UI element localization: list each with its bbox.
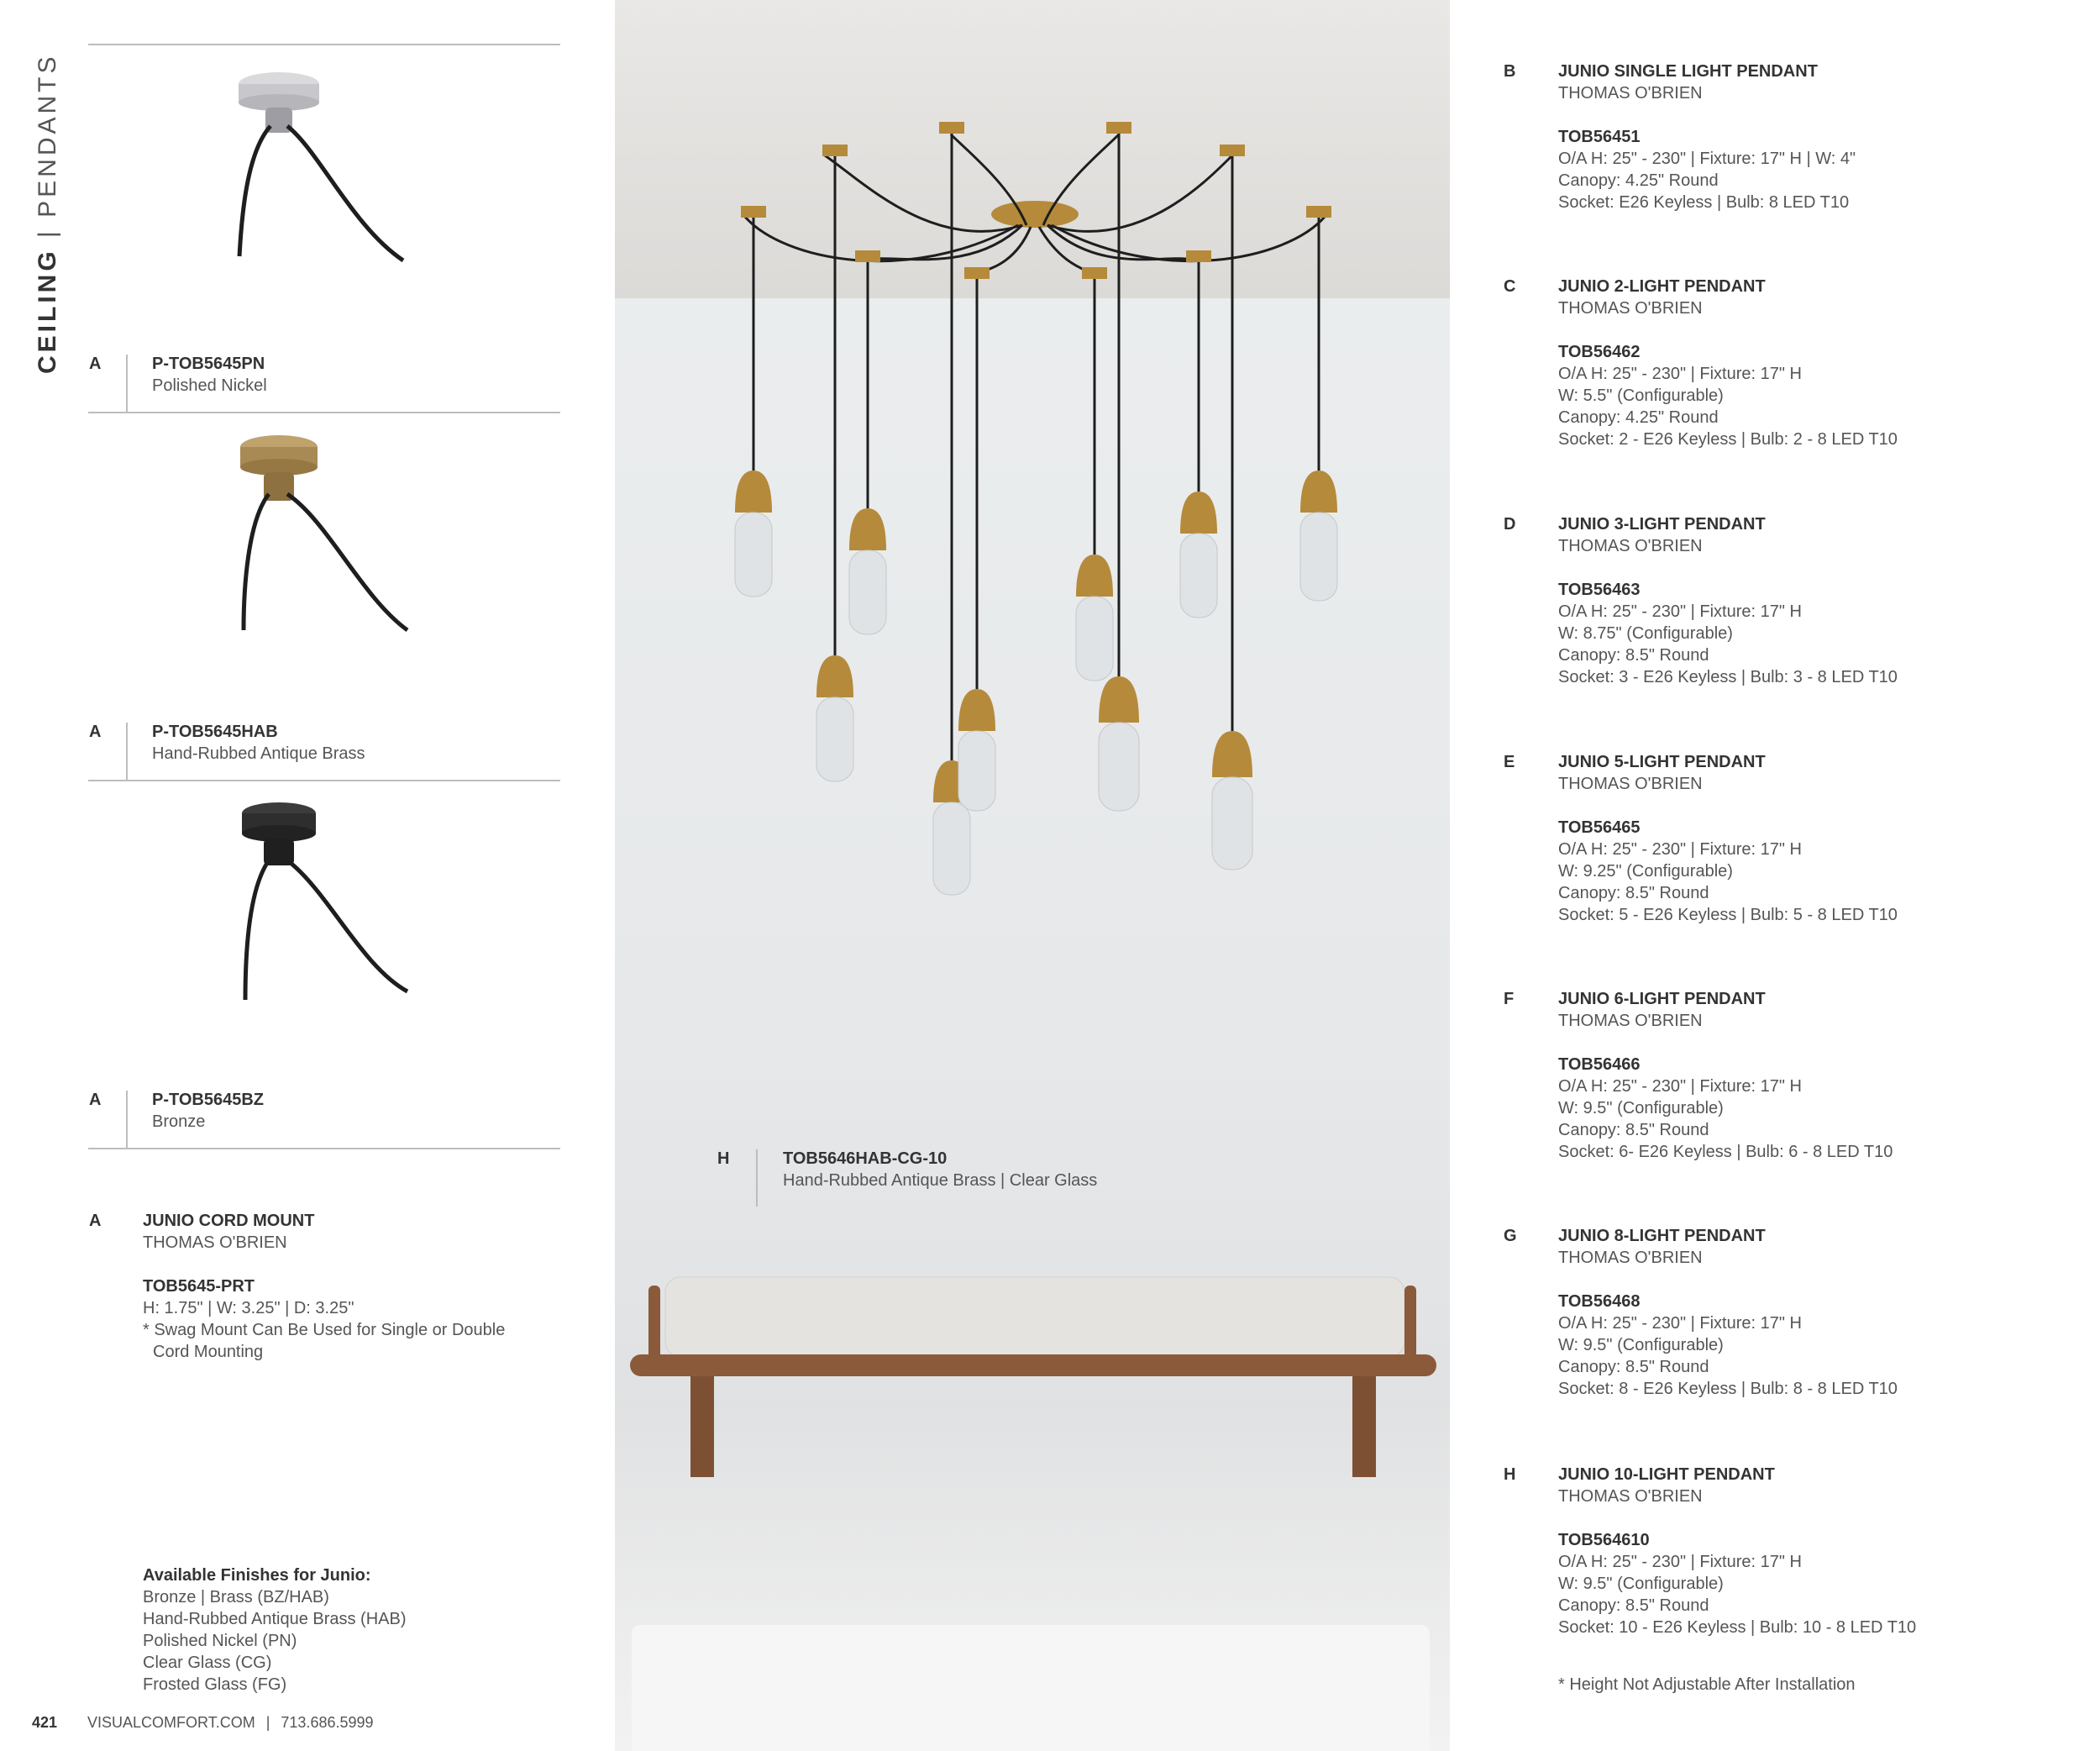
divider xyxy=(126,1091,128,1148)
spec-line: Canopy: 8.5" Round xyxy=(1558,1358,1709,1376)
option-letter: A xyxy=(89,1091,102,1109)
footer-phone[interactable]: 713.686.5999 xyxy=(281,1714,374,1731)
spec-line: * Swag Mount Can Be Used for Single or Double xyxy=(143,1321,506,1339)
product-letter: A xyxy=(89,1212,102,1230)
finish-item: Hand-Rubbed Antique Brass (HAB) xyxy=(143,1610,407,1628)
divider xyxy=(88,780,560,781)
spec-line: W: 9.25" (Configurable) xyxy=(1558,862,1733,881)
section-title xyxy=(34,53,62,374)
divider xyxy=(756,1149,758,1207)
spec-line: Socket: 8 - E26 Keyless | Bulb: 8 - 8 LED T10 xyxy=(1558,1380,1898,1398)
spec-line: W: 9.5" (Configurable) xyxy=(1558,1099,1724,1117)
page-number: 421 xyxy=(32,1714,58,1731)
product-spec xyxy=(1558,1225,1898,1400)
spec-line: O/A H: 25" - 230" | Fixture: 17" H xyxy=(1558,1553,1802,1571)
product-photo xyxy=(615,0,1450,1751)
product-brand: THOMAS O'BRIEN xyxy=(1558,84,1703,103)
footer-separator: | xyxy=(265,1714,270,1731)
product-code: TOB56468 xyxy=(1558,1292,1641,1311)
pendant xyxy=(1212,145,1252,870)
cord-mount-antique-brass-image xyxy=(227,429,428,639)
bench-leg xyxy=(1352,1376,1376,1477)
product-spec xyxy=(1558,1464,1916,1638)
option-sku: P-TOB5645HAB xyxy=(152,723,278,741)
central-canopy xyxy=(991,201,1079,228)
option-finish: Bronze xyxy=(152,1112,206,1131)
divider xyxy=(88,44,560,45)
spec-line: Canopy: 8.5" Round xyxy=(1558,1596,1709,1615)
cord xyxy=(244,494,269,630)
option-letter: A xyxy=(89,723,102,741)
spec-line: H: 1.75" | W: 3.25" | D: 3.25" xyxy=(143,1299,354,1317)
finish-item: Frosted Glass (FG) xyxy=(143,1675,287,1694)
product-letter: E xyxy=(1504,753,1515,771)
product-letter: C xyxy=(1504,277,1516,296)
caption-sku: TOB5646HAB-CG-10 xyxy=(783,1149,948,1168)
pendant xyxy=(958,267,995,811)
spec-line: Canopy: 8.5" Round xyxy=(1558,646,1709,665)
product-code: TOB56451 xyxy=(1558,128,1641,146)
available-finishes xyxy=(143,1564,407,1696)
cord xyxy=(287,494,407,630)
cord xyxy=(239,126,270,256)
product-brand: THOMAS O'BRIEN xyxy=(1558,537,1703,555)
product-spec xyxy=(1558,751,1898,926)
spec-line: W: 9.5" (Configurable) xyxy=(1558,1336,1724,1354)
spec-line: Socket: 6- E26 Keyless | Bulb: 6 - 8 LED T10 xyxy=(1558,1143,1893,1161)
option-sku: P-TOB5645PN xyxy=(152,355,265,373)
product-code: TOB5645-PRT xyxy=(143,1277,255,1296)
pendant xyxy=(735,206,772,597)
spec-line: Canopy: 8.5" Round xyxy=(1558,884,1709,902)
section-title-ceiling: CEILING xyxy=(34,248,61,374)
bench-illustration xyxy=(615,1260,1450,1487)
product-title: JUNIO 6-LIGHT PENDANT xyxy=(1558,990,1766,1008)
product-letter: B xyxy=(1504,62,1516,81)
divider xyxy=(126,723,128,780)
pendant xyxy=(816,145,853,781)
product-code: TOB56465 xyxy=(1558,818,1641,837)
cord xyxy=(287,126,403,260)
cord-mount-bronze-image xyxy=(227,798,428,1008)
option-finish: Hand-Rubbed Antique Brass xyxy=(152,744,365,763)
spec-line: Canopy: 4.25" Round xyxy=(1558,171,1719,190)
caption-letter: H xyxy=(717,1149,730,1168)
cord xyxy=(245,860,269,1000)
finish-option xyxy=(152,721,365,765)
spec-line: O/A H: 25" - 230" | Fixture: 17" H xyxy=(1558,1077,1802,1096)
bench-arm xyxy=(648,1286,660,1361)
product-code: TOB56462 xyxy=(1558,343,1641,361)
spec-line: O/A H: 25" - 230" | Fixture: 17" H xyxy=(1558,840,1802,859)
spec-line: Socket: E26 Keyless | Bulb: 8 LED T10 xyxy=(1558,193,1850,212)
cord xyxy=(287,860,407,991)
pendant xyxy=(849,250,886,634)
spec-line: Socket: 3 - E26 Keyless | Bulb: 3 - 8 LED T10 xyxy=(1558,668,1898,686)
option-finish: Polished Nickel xyxy=(152,376,267,395)
product-letter: D xyxy=(1504,515,1516,534)
spec-line: Socket: 10 - E26 Keyless | Bulb: 10 - 8 LED T10 xyxy=(1558,1618,1917,1637)
spec-line: O/A H: 25" - 230" | Fixture: 17" H | W: 4" xyxy=(1558,150,1856,168)
product-title: JUNIO 5-LIGHT PENDANT xyxy=(1558,753,1766,771)
footer-contact xyxy=(87,1714,374,1732)
product-title: JUNIO SINGLE LIGHT PENDANT xyxy=(1558,62,1818,81)
product-code: TOB564610 xyxy=(1558,1531,1650,1549)
product-spec xyxy=(1558,988,1893,1163)
photo-caption xyxy=(783,1148,1097,1191)
photo-rug xyxy=(632,1625,1430,1751)
section-title-pendants: PENDANTS xyxy=(34,53,61,218)
product-brand: THOMAS O'BRIEN xyxy=(1558,1249,1703,1267)
product-brand: THOMAS O'BRIEN xyxy=(1558,1012,1703,1030)
spec-line: W: 9.5" (Configurable) xyxy=(1558,1575,1724,1593)
bench-arm xyxy=(1404,1286,1416,1361)
product-brand: THOMAS O'BRIEN xyxy=(1558,299,1703,318)
spec-line: O/A H: 25" - 230" | Fixture: 17" H xyxy=(1558,365,1802,383)
divider xyxy=(126,355,128,412)
option-sku: P-TOB5645BZ xyxy=(152,1091,265,1109)
spec-line: W: 5.5" (Configurable) xyxy=(1558,386,1724,405)
cord-mount-spec xyxy=(143,1210,505,1363)
product-brand: THOMAS O'BRIEN xyxy=(1558,775,1703,793)
product-code: TOB56466 xyxy=(1558,1055,1641,1074)
product-title: JUNIO 10-LIGHT PENDANT xyxy=(1558,1465,1775,1484)
finishes-heading: Available Finishes for Junio: xyxy=(143,1566,371,1585)
product-letter: G xyxy=(1504,1227,1517,1245)
product-title: JUNIO 2-LIGHT PENDANT xyxy=(1558,277,1766,296)
cord-mount-polished-nickel-image xyxy=(227,59,428,269)
spec-line: Socket: 5 - E26 Keyless | Bulb: 5 - 8 LED T10 xyxy=(1558,906,1898,924)
pendant xyxy=(1300,206,1337,601)
spec-line: Canopy: 4.25" Round xyxy=(1558,408,1719,427)
product-spec xyxy=(1558,60,1856,213)
pendant xyxy=(1076,267,1113,681)
product-spec xyxy=(1558,276,1898,450)
bench-frame xyxy=(630,1354,1436,1376)
caption-finish: Hand-Rubbed Antique Brass | Clear Glass xyxy=(783,1171,1098,1190)
option-letter: A xyxy=(89,355,102,373)
chandelier-illustration xyxy=(615,0,1450,949)
finish-item: Bronze | Brass (BZ/HAB) xyxy=(143,1588,329,1606)
product-title: JUNIO 8-LIGHT PENDANT xyxy=(1558,1227,1766,1245)
product-title: JUNIO 3-LIGHT PENDANT xyxy=(1558,515,1766,534)
spec-line: O/A H: 25" - 230" | Fixture: 17" H xyxy=(1558,602,1802,621)
finish-option xyxy=(152,353,267,397)
finish-item: Polished Nickel (PN) xyxy=(143,1632,297,1650)
finish-item: Clear Glass (CG) xyxy=(143,1654,272,1672)
product-letter: F xyxy=(1504,990,1515,1008)
spec-line: Socket: 2 - E26 Keyless | Bulb: 2 - 8 LED T10 xyxy=(1558,430,1898,449)
pendant xyxy=(1180,250,1217,618)
spec-line: O/A H: 25" - 230" | Fixture: 17" H xyxy=(1558,1314,1802,1333)
spec-line: Cord Mounting xyxy=(153,1343,264,1361)
product-letter: H xyxy=(1504,1465,1516,1484)
product-code: TOB56463 xyxy=(1558,581,1641,599)
footnote: * Height Not Adjustable After Installation xyxy=(1558,1675,1856,1694)
product-spec xyxy=(1558,513,1898,688)
footer-website[interactable]: VISUALCOMFORT.COM xyxy=(87,1714,255,1731)
finish-option xyxy=(152,1089,264,1133)
spec-line: W: 8.75" (Configurable) xyxy=(1558,624,1733,643)
product-title: JUNIO CORD MOUNT xyxy=(143,1212,315,1230)
divider xyxy=(88,412,560,413)
divider xyxy=(88,1148,560,1149)
section-title-separator: | xyxy=(34,228,61,238)
spec-line: Canopy: 8.5" Round xyxy=(1558,1121,1709,1139)
product-brand: THOMAS O'BRIEN xyxy=(143,1233,287,1252)
product-brand: THOMAS O'BRIEN xyxy=(1558,1487,1703,1506)
bench-leg xyxy=(690,1376,714,1477)
bench-cushion xyxy=(665,1277,1404,1357)
